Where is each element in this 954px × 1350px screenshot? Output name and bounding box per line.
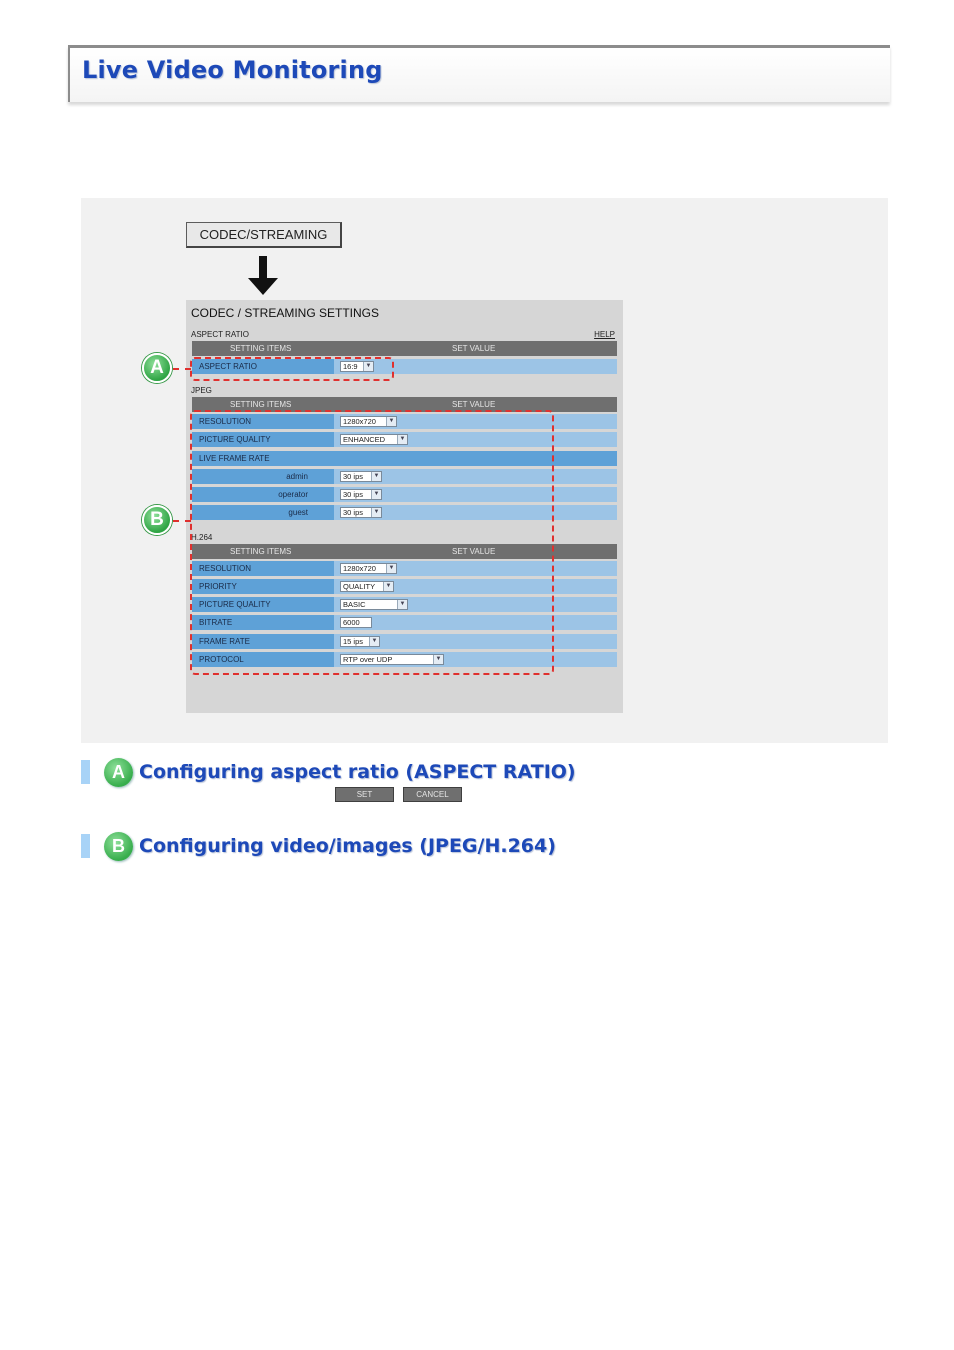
chevron-down-icon: ▼ [433, 655, 443, 664]
chevron-down-icon: ▼ [386, 417, 396, 426]
bitrate-input[interactable]: 6000 [340, 617, 372, 628]
chevron-down-icon: ▼ [371, 472, 381, 481]
marker-a: A [142, 353, 172, 383]
codec-streaming-button[interactable]: CODEC/STREAMING [186, 222, 342, 248]
section-bar [81, 834, 90, 858]
h264-frame-rate-label: FRAME RATE [199, 637, 250, 646]
protocol-label: PROTOCOL [199, 655, 244, 664]
highlight-b [190, 410, 554, 675]
leader-b [173, 520, 191, 522]
priority-select[interactable]: QUALITY ▼ [340, 581, 394, 592]
aspect-ratio-select[interactable]: 16:9 ▼ [340, 361, 374, 372]
page-title: Live Video Monitoring [82, 56, 383, 84]
chevron-down-icon: ▼ [386, 564, 396, 573]
guest-label: guest [288, 508, 308, 517]
badge-b: B [104, 832, 133, 861]
highlight-a [190, 357, 394, 381]
jpeg-resolution-label: RESOLUTION [199, 417, 252, 426]
chevron-down-icon: ▼ [383, 582, 393, 591]
h264-frame-rate-select[interactable]: 15 ips ▼ [340, 636, 380, 647]
col-setting-items: SETTING ITEMS [230, 344, 292, 353]
h264-resolution-label: RESOLUTION [199, 564, 252, 573]
jpeg-section-label: JPEG [191, 386, 212, 395]
chevron-down-icon: ▼ [363, 362, 373, 371]
h264-section-label: H.264 [191, 533, 213, 542]
col-set-value: SET VALUE [452, 344, 496, 353]
col-setting-items: SETTING ITEMS [230, 547, 292, 556]
admin-label: admin [286, 472, 308, 481]
section-title-a: Configuring aspect ratio (ASPECT RATIO) [139, 761, 576, 783]
arrow-down-icon [246, 256, 280, 296]
cancel-button[interactable]: CANCEL [403, 787, 462, 802]
h264-resolution-select[interactable]: 1280x720 ▼ [340, 563, 397, 574]
aspect-ratio-header-row [192, 341, 617, 356]
aspect-ratio-label: ASPECT RATIO [199, 362, 257, 371]
chevron-down-icon: ▼ [371, 490, 381, 499]
operator-frame-rate-select[interactable]: 30 ips ▼ [340, 489, 382, 500]
section-bar [81, 760, 90, 784]
operator-label: operator [278, 490, 308, 499]
col-setting-items: SETTING ITEMS [230, 400, 292, 409]
section-heading-b [81, 832, 681, 862]
marker-b: B [142, 505, 172, 535]
title-banner [68, 45, 890, 102]
settings-heading: CODEC / STREAMING SETTINGS [191, 306, 380, 320]
jpeg-quality-select[interactable]: ENHANCED ▼ [340, 434, 408, 445]
chevron-down-icon: ▼ [371, 508, 381, 517]
section-title-b: Configuring video/images (JPEG/H.264) [139, 835, 556, 857]
chevron-down-icon: ▼ [397, 435, 407, 444]
live-frame-rate-label: LIVE FRAME RATE [199, 454, 270, 463]
jpeg-quality-label: PICTURE QUALITY [199, 435, 271, 444]
aspect-ratio-section-label: ASPECT RATIO [191, 330, 249, 339]
chevron-down-icon: ▼ [369, 637, 379, 646]
h264-quality-select[interactable]: BASIC ▼ [340, 599, 408, 610]
h264-quality-label: PICTURE QUALITY [199, 600, 271, 609]
priority-label: PRIORITY [199, 582, 237, 591]
col-set-value: SET VALUE [452, 547, 496, 556]
set-button[interactable]: SET [335, 787, 394, 802]
jpeg-resolution-select[interactable]: 1280x720 ▼ [340, 416, 397, 427]
help-link[interactable]: HELP [594, 330, 615, 339]
chevron-down-icon: ▼ [397, 600, 407, 609]
admin-frame-rate-select[interactable]: 30 ips ▼ [340, 471, 382, 482]
badge-a: A [104, 758, 133, 787]
protocol-select[interactable]: RTP over UDP ▼ [340, 654, 444, 665]
col-set-value: SET VALUE [452, 400, 496, 409]
leader-a [173, 368, 191, 370]
section-heading-a [81, 758, 681, 788]
guest-frame-rate-select[interactable]: 30 ips ▼ [340, 507, 382, 518]
bitrate-label: BITRATE [199, 618, 233, 627]
